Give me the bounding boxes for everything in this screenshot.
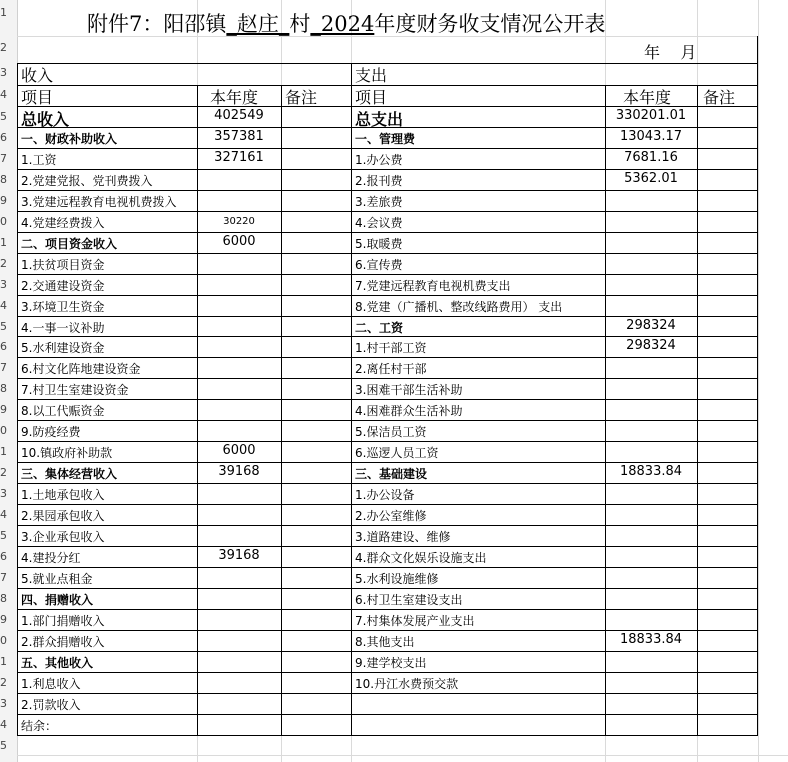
title-village: 村 bbox=[289, 12, 311, 36]
expense-item-cell[interactable]: 1.村干部工资 bbox=[355, 341, 427, 356]
row-number[interactable]: 9 bbox=[0, 612, 7, 626]
table-border bbox=[351, 63, 352, 735]
table-border bbox=[17, 567, 758, 568]
sheet-title[interactable] bbox=[87, 8, 605, 38]
row-number[interactable]: 1 bbox=[0, 654, 7, 668]
income-amount-cell[interactable]: 6000 bbox=[222, 443, 256, 459]
table-border bbox=[17, 148, 758, 149]
expense-item-cell[interactable]: 4.会议费 bbox=[355, 215, 403, 230]
row-number[interactable]: 3 bbox=[0, 66, 7, 79]
row-number[interactable]: 2 bbox=[0, 466, 7, 480]
row-number[interactable]: 3 bbox=[0, 277, 7, 291]
expense-amount-cell[interactable]: 298324 bbox=[626, 338, 676, 354]
date-cell[interactable]: 年 月 bbox=[644, 43, 697, 62]
expense-amount-cell[interactable]: 13043.17 bbox=[619, 128, 683, 144]
row-number[interactable]: 9 bbox=[0, 193, 7, 207]
expense-item-cell[interactable]: 3.困难干部生活补助 bbox=[355, 383, 463, 398]
table-border bbox=[281, 85, 282, 735]
income-item-cell[interactable]: 四、捐赠收入 bbox=[21, 592, 94, 607]
row-number[interactable]: 3 bbox=[0, 696, 7, 710]
table-border bbox=[17, 504, 758, 505]
table-border bbox=[17, 525, 758, 526]
table-border bbox=[17, 295, 758, 296]
title-year: _2024 bbox=[310, 12, 375, 36]
income-item-cell[interactable]: 4.党建经费拨入 bbox=[21, 215, 105, 230]
income-item-cell[interactable]: 1.利息收入 bbox=[21, 676, 81, 691]
income-item-cell[interactable]: 10.镇政府补助款 bbox=[21, 446, 113, 461]
expense-amount-header[interactable]: 本年度 bbox=[623, 88, 672, 107]
income-item-cell[interactable]: 2.交通建设资金 bbox=[21, 278, 105, 293]
table-border bbox=[17, 441, 758, 442]
income-item-cell[interactable]: 3.环境卫生资金 bbox=[21, 299, 105, 314]
row-number[interactable]: 7 bbox=[0, 570, 7, 584]
expense-item-cell[interactable]: 总支出 bbox=[355, 110, 404, 129]
income-item-cell[interactable]: 6.村文化阵地建设资金 bbox=[21, 362, 141, 377]
row-number[interactable]: 5 bbox=[0, 110, 7, 123]
income-item-cell[interactable]: 3.企业承包收入 bbox=[21, 530, 105, 544]
row-number[interactable]: 5 bbox=[0, 529, 7, 542]
table-border bbox=[17, 63, 18, 735]
income-amount-cell[interactable]: 327161 bbox=[214, 149, 264, 165]
expense-item-cell[interactable]: 二、工资 bbox=[355, 320, 404, 335]
expense-item-cell[interactable]: 3.道路建设、维修 bbox=[355, 530, 451, 544]
expense-item-cell[interactable]: 三、基础建设 bbox=[355, 467, 428, 482]
income-amount-cell[interactable]: 30220 bbox=[223, 215, 255, 227]
grid-line bbox=[758, 0, 759, 762]
table-border bbox=[17, 211, 758, 212]
table-border bbox=[17, 609, 758, 610]
expense-item-cell[interactable]: 6.村卫生室建设支出 bbox=[355, 592, 463, 607]
expense-amount-cell[interactable]: 18833.84 bbox=[619, 631, 683, 647]
income-item-header[interactable]: 项目 bbox=[21, 88, 54, 107]
row-number[interactable]: 6 bbox=[0, 340, 7, 354]
expense-item-cell[interactable]: 10.丹江水费预交款 bbox=[355, 676, 459, 691]
income-item-cell[interactable]: 结余： bbox=[21, 718, 58, 733]
income-item-cell[interactable]: 4.建投分红 bbox=[21, 550, 81, 565]
title-prefix: 附件7：阳邵镇 bbox=[87, 12, 227, 36]
income-amount-cell[interactable]: 6000 bbox=[222, 233, 256, 249]
income-item-cell[interactable]: 9.防疫经费 bbox=[21, 425, 81, 440]
table-border bbox=[17, 253, 758, 254]
row-number[interactable]: 9 bbox=[0, 403, 7, 417]
income-item-cell[interactable]: 1.扶贫项目资金 bbox=[21, 257, 105, 272]
expense-amount-cell[interactable]: 5362.01 bbox=[624, 170, 678, 186]
expense-item-cell[interactable]: 6.宣传费 bbox=[355, 257, 403, 272]
table-border bbox=[17, 274, 758, 275]
table-border bbox=[17, 232, 758, 233]
table-border bbox=[17, 693, 758, 694]
table-border bbox=[17, 63, 758, 64]
income-item-cell[interactable]: 5.水利建设资金 bbox=[21, 341, 105, 356]
expense-item-cell[interactable]: 2.办公室维修 bbox=[355, 509, 427, 524]
table-border bbox=[17, 651, 758, 652]
expense-item-header[interactable]: 项目 bbox=[355, 88, 388, 107]
expense-amount-cell[interactable]: 330201.01 bbox=[615, 108, 687, 123]
expense-item-cell[interactable]: 5.取暖费 bbox=[355, 236, 403, 251]
income-amount-cell[interactable]: 39168 bbox=[218, 464, 260, 480]
row-number[interactable]: 5 bbox=[0, 738, 7, 752]
expense-item-cell[interactable]: 7.村集体发展产业支出 bbox=[355, 613, 475, 628]
table-border bbox=[17, 483, 758, 484]
table-border bbox=[17, 190, 758, 191]
income-item-cell[interactable]: 4.一事一议补助 bbox=[21, 320, 105, 335]
row-number[interactable]: 3 bbox=[0, 487, 7, 501]
expense-item-cell[interactable]: 4.群众文化娱乐设施支出 bbox=[355, 550, 487, 565]
expense-item-cell[interactable]: 1.办公费 bbox=[355, 152, 403, 167]
row-number[interactable]: 4 bbox=[0, 88, 7, 101]
income-item-cell[interactable]: 1.土地承包收入 bbox=[21, 488, 105, 503]
row-number[interactable]: 4 bbox=[0, 298, 7, 312]
table-border bbox=[17, 672, 758, 673]
expense-item-cell[interactable]: 3.差旅费 bbox=[355, 194, 403, 209]
income-amount-header[interactable]: 本年度 bbox=[210, 88, 259, 107]
expense-amount-cell[interactable]: 18833.84 bbox=[619, 464, 683, 480]
row-number[interactable]: 2 bbox=[0, 675, 7, 689]
expense-item-cell[interactable]: 2.离任村干部 bbox=[355, 362, 427, 377]
expense-item-cell[interactable]: 8.其他支出 bbox=[355, 634, 415, 649]
income-amount-cell[interactable]: 357381 bbox=[214, 128, 264, 144]
row-number[interactable]: 8 bbox=[0, 382, 7, 396]
expense-section-header[interactable]: 支出 bbox=[355, 66, 388, 85]
expense-item-cell[interactable]: 2.报刊费 bbox=[355, 173, 403, 188]
title-suffix: 年度财务收支情况公开表 bbox=[374, 12, 606, 36]
income-section-header[interactable]: 收入 bbox=[21, 66, 54, 85]
row-number[interactable]: 0 bbox=[0, 633, 7, 647]
income-item-cell[interactable]: 2.罚款收入 bbox=[21, 697, 81, 712]
row-number[interactable]: 6 bbox=[0, 130, 7, 144]
row-number[interactable]: 1 bbox=[0, 6, 7, 19]
row-number[interactable]: 4 bbox=[0, 717, 7, 731]
income-item-cell[interactable]: 总收入 bbox=[21, 110, 70, 129]
expense-item-cell[interactable]: 8.党建（广播机、整改线路费用） 支出 bbox=[355, 299, 563, 314]
table-border bbox=[17, 378, 758, 379]
table-border bbox=[17, 714, 758, 715]
row-number[interactable]: 1 bbox=[0, 445, 7, 459]
expense-item-cell[interactable]: 5.水利设施维修 bbox=[355, 571, 439, 586]
expense-item-cell[interactable]: 7.党建远程教育电视机费支出 bbox=[355, 278, 511, 293]
table-border bbox=[17, 357, 758, 358]
row-number[interactable]: 5 bbox=[0, 319, 7, 333]
row-number[interactable]: 2 bbox=[0, 41, 7, 54]
table-border bbox=[17, 462, 758, 463]
table-border bbox=[757, 36, 758, 735]
income-item-cell[interactable]: 3.党建远程教育电视机费拨入 bbox=[21, 194, 177, 209]
expense-item-cell[interactable]: 5.保洁员工资 bbox=[355, 425, 427, 440]
expense-item-cell[interactable]: 4.困难群众生活补助 bbox=[355, 404, 463, 419]
expense-item-cell[interactable]: 6.巡逻人员工资 bbox=[355, 446, 439, 461]
table-border bbox=[17, 588, 758, 589]
income-item-cell[interactable]: 2.群众捐赠收入 bbox=[21, 634, 105, 649]
expense-amount-cell[interactable]: 298324 bbox=[626, 317, 676, 333]
income-item-cell[interactable]: 7.村卫生室建设资金 bbox=[21, 383, 129, 398]
row-number[interactable]: 4 bbox=[0, 508, 7, 522]
income-item-cell[interactable]: 一、财政补助收入 bbox=[21, 131, 118, 146]
grid-line bbox=[17, 755, 788, 756]
income-note-header[interactable]: 备注 bbox=[285, 88, 318, 107]
row-number[interactable]: 0 bbox=[0, 214, 7, 228]
income-item-cell[interactable]: 1.部门捐赠收入 bbox=[21, 613, 105, 628]
income-item-cell[interactable]: 8.以工代赈资金 bbox=[21, 404, 105, 419]
row-number[interactable]: 8 bbox=[0, 172, 7, 186]
income-item-cell[interactable]: 2.果园承包收入 bbox=[21, 509, 105, 524]
expense-item-cell[interactable]: 一、管理费 bbox=[355, 131, 416, 146]
table-border bbox=[17, 336, 758, 337]
row-number[interactable]: 7 bbox=[0, 151, 7, 165]
table-border bbox=[17, 735, 758, 736]
row-number[interactable]: 6 bbox=[0, 549, 7, 563]
income-item-cell[interactable]: 五、其他收入 bbox=[21, 655, 94, 670]
expense-item-cell[interactable]: 1.办公设备 bbox=[355, 488, 415, 503]
table-border bbox=[17, 546, 758, 547]
income-item-cell[interactable]: 2.党建党报、党刊费拨入 bbox=[21, 173, 153, 188]
expense-note-header[interactable]: 备注 bbox=[703, 88, 736, 107]
row-number[interactable]: 2 bbox=[0, 256, 7, 270]
table-border bbox=[17, 420, 758, 421]
title-town: _赵庄_ bbox=[226, 12, 290, 36]
row-number[interactable]: 0 bbox=[0, 424, 7, 438]
expense-amount-cell[interactable]: 7681.16 bbox=[624, 149, 678, 165]
income-item-cell[interactable]: 三、集体经营收入 bbox=[21, 467, 118, 482]
row-number[interactable]: 1 bbox=[0, 235, 7, 249]
income-item-cell[interactable]: 5.就业点租金 bbox=[21, 571, 93, 586]
income-amount-cell[interactable]: 402549 bbox=[214, 108, 264, 123]
table-border bbox=[17, 169, 758, 170]
table-border bbox=[197, 85, 198, 735]
income-item-cell[interactable]: 1.工资 bbox=[21, 152, 57, 167]
row-number[interactable]: 7 bbox=[0, 361, 7, 375]
expense-item-cell[interactable]: 9.建学校支出 bbox=[355, 655, 427, 670]
row-number[interactable]: 8 bbox=[0, 591, 7, 605]
table-border bbox=[697, 85, 698, 735]
income-amount-cell[interactable]: 39168 bbox=[218, 547, 260, 563]
table-border bbox=[17, 399, 758, 400]
income-item-cell[interactable]: 二、项目资金收入 bbox=[21, 236, 118, 251]
